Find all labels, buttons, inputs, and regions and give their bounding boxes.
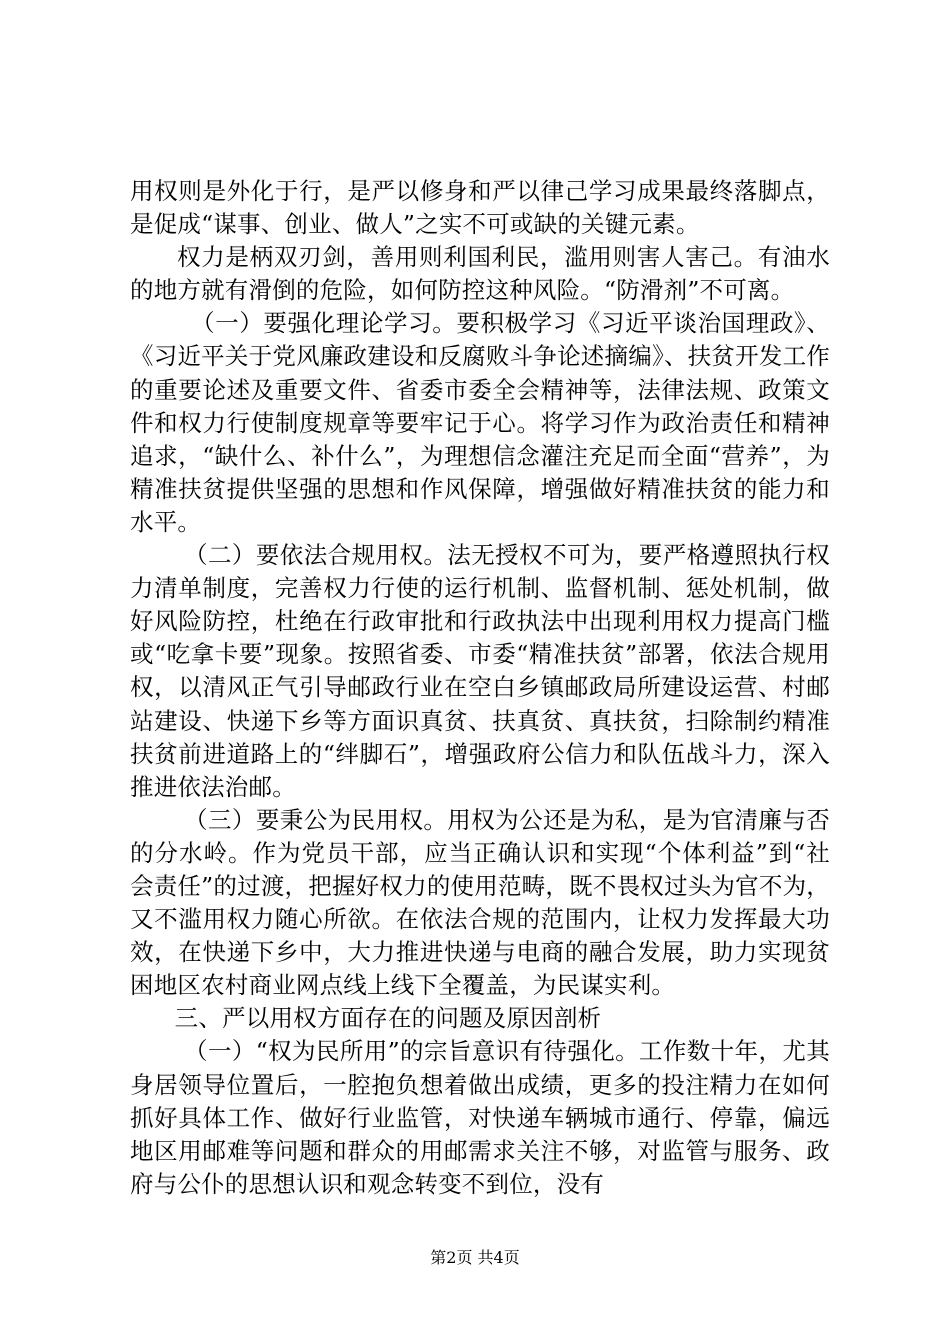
page-number-footer: 第2页 共4页: [430, 1248, 520, 1267]
paragraph-theory-study: （一）要强化理论学习。要积极学习《习近平谈治国理政》、《习近平关于党风廉政建设和反腐败斗争论述摘编》、扶贫开发工作的重要论述及重要文件、省委市委全会精神等，法律法规、政策文件和权力行使制度规章等要牢记于心。将学习作为政治责任和精神追求，“缺什么、补什么”，为理想信念灌注充足而全面“营养”，为精准扶贫提供坚强的思想和作风保障，增强做好精准扶贫的能力和水平。: [130, 309, 830, 536]
section-heading: 三、严以用权方面存在的问题及原因剖析: [174, 1004, 602, 1033]
paragraph-lawful-use: （二）要依法合规用权。法无授权不可为，要严格遵照执行权力清单制度，完善权力行使的运行机制、监督机制、惩处机制，做好风险防控，杜绝在行政审批和行政执法中出现利用权力提高门槛或“吃拿卡要”现象。按照省委、市委“精准扶贫”部署，依法合规用权，以清风正气引导邮政行业在空白乡镇邮政局所建设运营、村邮站建设、快递下乡等方面识真贫、扶真贫、真扶贫，扫除制约精准扶贫前进道路上的“绊脚石”，增强政府公信力和队伍战斗力，深入推进依法治邮。: [130, 541, 830, 801]
document-body: [130, 175, 830, 1201]
paragraph-public-use: （三）要秉公为民用权。用权为公还是为私，是为官清廉与否的分水岭。作为党员干部，应当正确认识和实现“个体利益”到“社会责任”的过渡，把握好权力的使用范畴，既不畏权过头为官不为，又不滥用权力随心所欲。在依法合规的范围内，让权力发挥最大功效，在快递下乡中，大力推进快递与电商的融合发展，助力实现贫困地区农村商业网点线上线下全覆盖，为民谋实利。: [130, 805, 830, 1000]
paragraph-purpose-awareness: （一）“权为民所用”的宗旨意识有待强化。工作数十年，尤其身居领导位置后，一腔抱负想着做出成绩，更多的投注精力在如何抓好具体工作、做好行业监管，对快递车辆城市通行、停靠，偏远地区用邮难等问题和群众的用邮需求关注不够，对监管与服务、政府与公仆的思想认识和观念转变不到位，没有: [130, 1037, 830, 1198]
paragraph-power-double-edged: 权力是柄双刃剑，善用则利国利民，滥用则害人害己。有油水的地方就有滑倒的危险，如何防控这种风险。“防滑剂”不可离。: [130, 243, 830, 305]
paragraph-continuation: 用权则是外化于行，是严以修身和严以律己学习成果最终落脚点，是促成“谋事、创业、做人”之实不可或缺的关键元素。: [130, 177, 830, 239]
